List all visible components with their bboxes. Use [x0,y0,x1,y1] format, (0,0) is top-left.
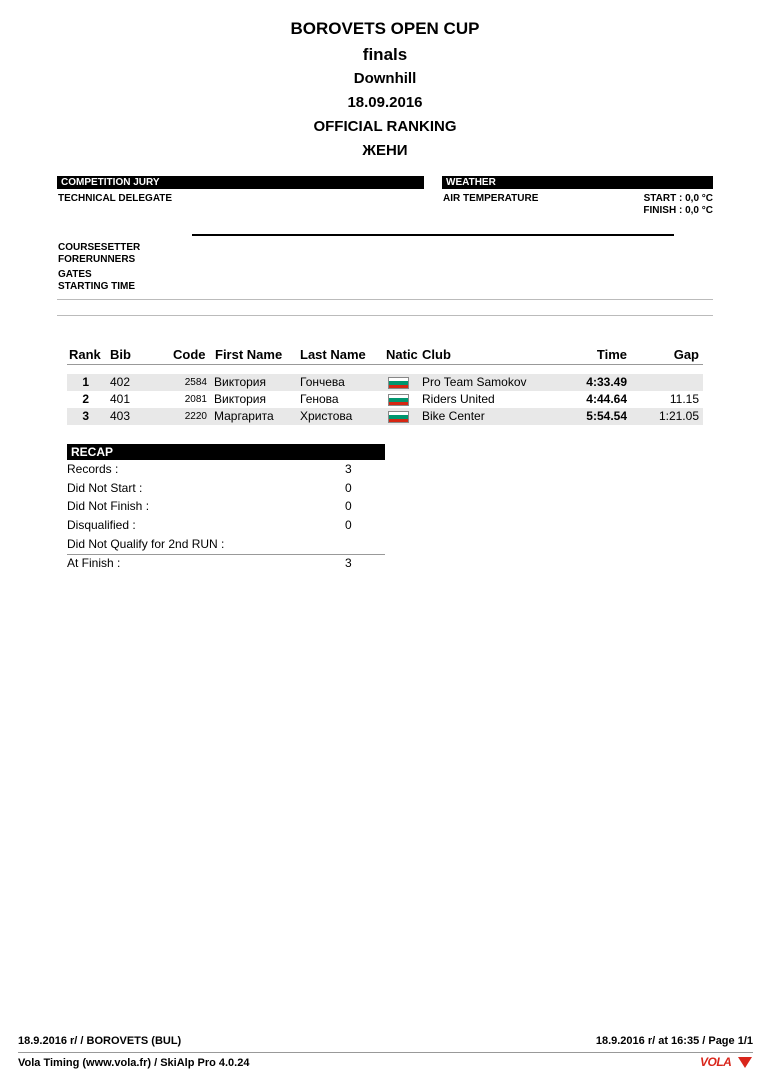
discipline: Downhill [353,70,417,87]
recap-label: Did Not Finish : [67,499,150,513]
code-cell: 2584 [184,377,207,388]
col-bib: Bib [110,347,131,362]
time-cell: 5:54.54 [586,409,627,423]
col-gap: Gap [673,347,699,362]
recap-value: 3 [345,462,352,476]
start-temperature: START : 0,0 °C [643,193,713,204]
recap-value: 0 [345,499,352,513]
bulgaria-flag-icon [388,394,409,406]
recap-value: 3 [345,556,352,570]
rank-cell: 1 [82,375,89,389]
gates-label: GATES [58,269,92,280]
club-cell: Riders United [422,392,495,406]
first-name-cell: Виктория [214,375,267,389]
footer-divider [18,1052,753,1053]
recap-label: Did Not Qualify for 2nd RUN : [67,537,225,551]
code-cell: 2220 [184,411,207,422]
last-name-cell: Генова [300,392,339,406]
col-last-name: Last Name [300,347,366,362]
jury-divider [192,234,674,236]
code-cell: 2081 [184,394,207,405]
event-title: BOROVETS OPEN CUP [290,19,480,38]
recap-header: RECAP [67,444,385,460]
time-cell: 4:44.64 [586,392,627,406]
forerunners-label: FORERUNNERS [58,254,136,265]
ranking-title: OFFICIAL RANKING [313,118,457,135]
recap-row [67,556,385,575]
last-name-cell: Христова [300,409,353,423]
air-temperature-label: AIR TEMPERATURE [443,193,539,204]
jury-header: COMPETITION JURY [57,176,424,189]
recap-row [67,518,385,537]
footer-location: 18.9.2016 r/ / BOROVETS (BUL) [18,1035,182,1047]
table-header-divider [67,364,703,365]
vola-logo [700,1054,754,1072]
bib-cell: 403 [110,409,131,423]
section-divider [57,315,713,316]
recap-row [67,481,385,500]
club-cell: Bike Center [422,409,485,423]
recap-divider [67,554,385,555]
gap-cell: 1:21.05 [658,409,699,423]
coursesetter-label: COURSESETTER [58,242,141,253]
first-name-cell: Виктория [214,392,267,406]
bulgaria-flag-icon [388,411,409,423]
starting-time-label: STARTING TIME [58,281,136,292]
technical-delegate-label: TECHNICAL DELEGATE [58,193,173,204]
bib-cell: 402 [110,375,131,389]
event-date: 18.09.2016 [347,94,423,111]
club-cell: Pro Team Samokov [422,375,527,389]
rank-cell: 2 [82,392,89,406]
table-row [67,374,703,391]
col-first-name: First Name [215,347,283,362]
footer-software: Vola Timing (www.vola.fr) / SkiAlp Pro 4.0.24 [18,1057,250,1069]
section-divider [57,299,713,300]
event-subtitle: finals [362,45,408,64]
table-row [67,391,703,408]
footer-page-info: 18.9.2016 r/ at 16:35 / Page 1/1 [595,1035,753,1047]
recap-label: Did Not Start : [67,481,143,495]
recap-row [67,499,385,518]
category-title: ЖЕНИ [362,142,408,159]
bib-cell: 401 [110,392,131,406]
first-name-cell: Маргарита [214,409,274,423]
recap-row [67,462,385,481]
vola-logo-text: VOLA [700,1055,732,1069]
col-club: Club [422,347,451,362]
col-time: Time [596,347,627,362]
vola-logo-mark-icon [738,1057,752,1068]
rank-cell: 3 [82,409,89,423]
col-nation: Natic [386,347,418,362]
table-row [67,408,703,425]
gap-cell: 11.15 [669,392,699,406]
recap-label: Records : [67,462,119,476]
time-cell: 4:33.49 [586,375,627,389]
last-name-cell: Гончева [300,375,345,389]
col-code: Code [173,347,206,362]
weather-header: WEATHER [442,176,713,189]
recap-value: 0 [345,481,352,495]
recap-label: Disqualified : [67,518,136,532]
recap-label: At Finish : [67,556,121,570]
finish-temperature: FINISH : 0,0 °C [643,205,713,216]
recap-value: 0 [345,518,352,532]
col-rank: Rank [69,347,101,362]
bulgaria-flag-icon [388,377,409,389]
